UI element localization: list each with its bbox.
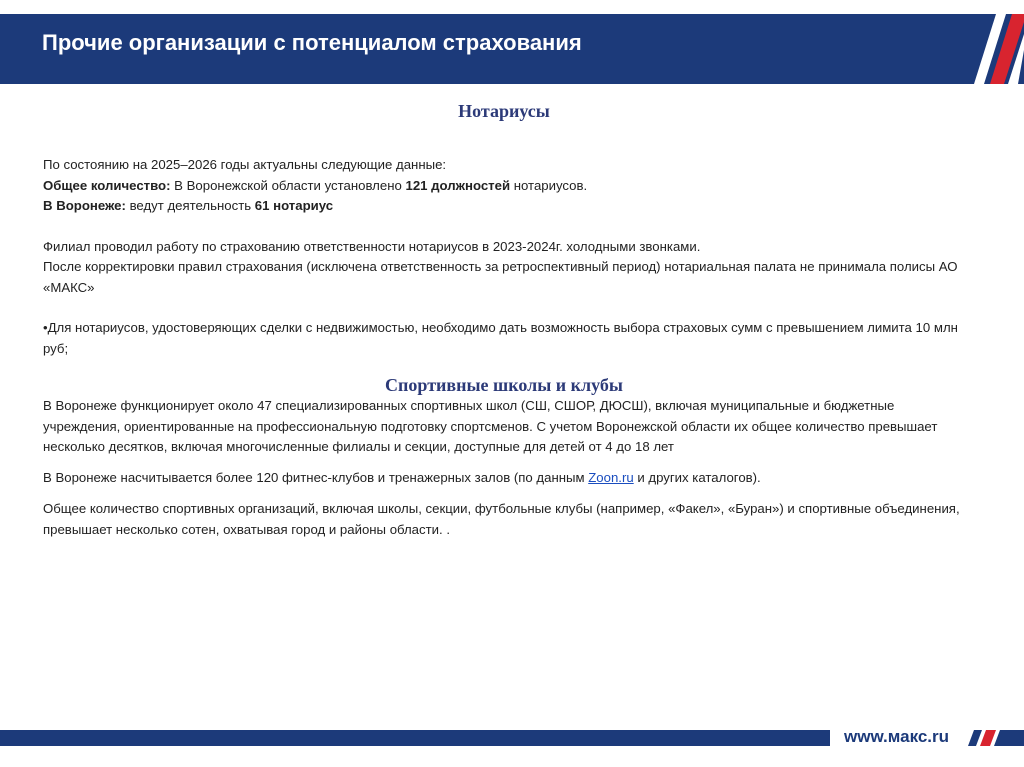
brand-stripes-icon: [944, 14, 1024, 84]
sports-para-3: Общее количество спортивных организаций, включая школы, секции, футбольные клубы (например, «Факел», «Буран») и спортивные объединения, превышает несколько сотен, охватывая город и районы области. .: [43, 501, 960, 537]
notaries-city: [43, 196, 973, 217]
footer-bar: [0, 730, 830, 746]
spacer: [43, 488, 973, 499]
city-count: 61 нотариус: [254, 198, 334, 213]
total-label: Общее количество:: [43, 177, 171, 193]
notaries-block: [43, 155, 973, 359]
total-text-2: нотариусов.: [510, 177, 588, 193]
total-count: 121 должностей: [405, 177, 511, 193]
sports-para-2: [43, 468, 973, 489]
spacer: [43, 458, 973, 468]
spacer: [43, 298, 973, 318]
zoon-link[interactable]: Zoon.ru: [588, 469, 634, 485]
sports-heading: Спортивные школы и клубы: [385, 375, 623, 395]
total-text-1: В Воронежской области установлено: [170, 177, 406, 193]
notaries-total: [43, 176, 973, 197]
spacer: [43, 217, 973, 237]
footer-stripes-icon: [968, 730, 1024, 746]
footer-site-link[interactable]: www.макс.ru: [844, 727, 950, 746]
city-label: В Воронеже:: [43, 198, 126, 213]
sports-para-1: В Воронеже функционирует около 47 специализированных спортивных школ (СШ, СШОР, ДЮСШ), включая муниципальные и бюджетные учреждения, ориентированные на профессиональную подготовку спортсменов. С учетом Воронежской области их общее количество превышает несколько десятков, включая многочисленные филиалы и секции, доступные для детей от 4 до 18 лет: [43, 398, 938, 454]
notaries-heading: Нотариусы: [458, 101, 550, 121]
slide-title: Прочие организации с потенциалом страхования: [42, 30, 582, 55]
para2-before: В Воронеже насчитывается более 120 фитнес-клубов и тренажерных залов (по данным: [43, 469, 589, 485]
para2-after: и других каталогов).: [633, 469, 761, 485]
notaries-bullet: •Для нотариусов, удостоверяющих сделки с недвижимостью, необходимо дать возможность выбора страховых сумм с превышением лимита 10 млн руб;: [43, 320, 958, 356]
notaries-adjust: После корректировки правил страхования (исключена ответственность за ретроспективный период) нотариальная палата не принимала полисы АО «МАКС»: [43, 259, 958, 295]
notaries-branch: Филиал проводил работу по страхованию ответственности нотариусов в 2023-2024г. холодными звонками.: [43, 238, 701, 254]
city-text: ведут деятельность: [125, 198, 255, 213]
notaries-intro: По состоянию на 2025–2026 годы актуальны следующие данные:: [43, 157, 447, 172]
sports-block: [43, 396, 973, 540]
